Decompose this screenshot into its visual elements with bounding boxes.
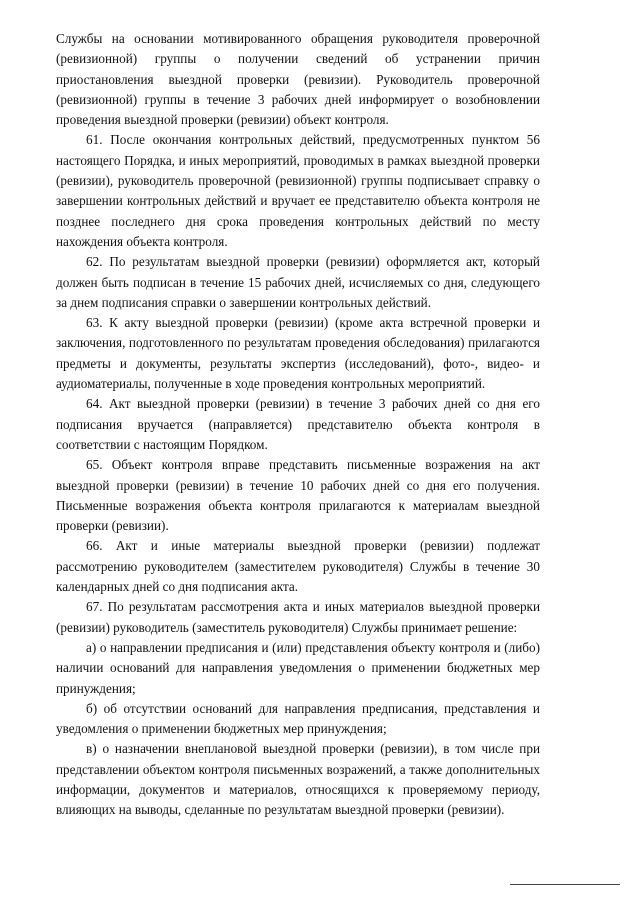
paragraph-66: 66. Акт и иные материалы выездной проверки (ревизии) подлежат рассмотрению руководителем (заместителем руководителя) Службы в течение 30 календарных дней со дня подписания акта. (56, 538, 540, 595)
paragraph-continuation: Службы на основании мотивированного обращения руководителя проверочной (ревизионной) группы о получении сведений об устранении причин приостановления выездной проверки (ревизии). Руководитель проверочной (ревизионной) группы в течение 3 рабочих дней информирует о возобновлении проведения выездной проверки (ревизии) объект контроля. (56, 31, 540, 128)
footer-divider (510, 884, 620, 885)
document-page (56, 29, 540, 821)
paragraph-67-item-b: б) об отсутствии оснований для направления предписания, представления и уведомления о применении бюджетных мер принуждения; (56, 700, 540, 737)
paragraph-67: 67. По результатам рассмотрения акта и иных материалов выездной проверки (ревизии) руководитель (заместитель руководителя) Службы принимает решение: (56, 599, 540, 635)
paragraph-61: 61. После окончания контрольных действий, предусмотренных пунктом 56 настоящего Порядка, и иных мероприятий, проводимых в рамках выездной проверки (ревизии), руководитель проверочной (ревизионной) группы подписывает справку о завершении контрольных действий и вручает ее представителю объекта контроля не позднее последнего дня срока проведения контрольных действий по месту нахождения объекта контроля. (56, 132, 540, 249)
paragraph-67-item-c: в) о назначении внеплановой выездной проверки (ревизии), в том числе при представлении объектом контроля письменных возражений, а также дополнительных информации, документов и материалов, относящихся к проверяемому периоду, влияющих на выводы, сделанные по результатам выездной проверки (ревизии). (56, 741, 540, 818)
paragraph-62: 62. По результатам выездной проверки (ревизии) оформляется акт, который должен быть подписан в течение 15 рабочих дней, исчисляемых со дня, следующего за днем подписания справки о завершении контрольных действий. (56, 254, 540, 310)
paragraph-64: 64. Акт выездной проверки (ревизии) в течение 3 рабочих дней со дня его подписания вручается (направляется) представителю объекта контроля в соответствии с настоящим Порядком. (56, 396, 540, 452)
paragraph-63: 63. К акту выездной проверки (ревизии) (кроме акта встречной проверки и заключения, подготовленного по результатам проведения обследования) прилагаются предметы и документы, результаты экспертиз (исследований), фото-, видео- и аудиоматериалы, полученные в ходе проведения контрольных мероприятий. (56, 315, 540, 392)
paragraph-67-item-a: а) о направлении предписания и (или) представления объекту контроля и (либо) наличии оснований для направления уведомления о применении бюджетных мер принуждения; (56, 639, 540, 696)
paragraph-65: 65. Объект контроля вправе представить письменные возражения на акт выездной проверки (ревизии) в течение 10 рабочих дней со дня его получения. Письменные возражения объекта контроля прилагаются к материалам выездной проверки (ревизии). (56, 457, 540, 534)
